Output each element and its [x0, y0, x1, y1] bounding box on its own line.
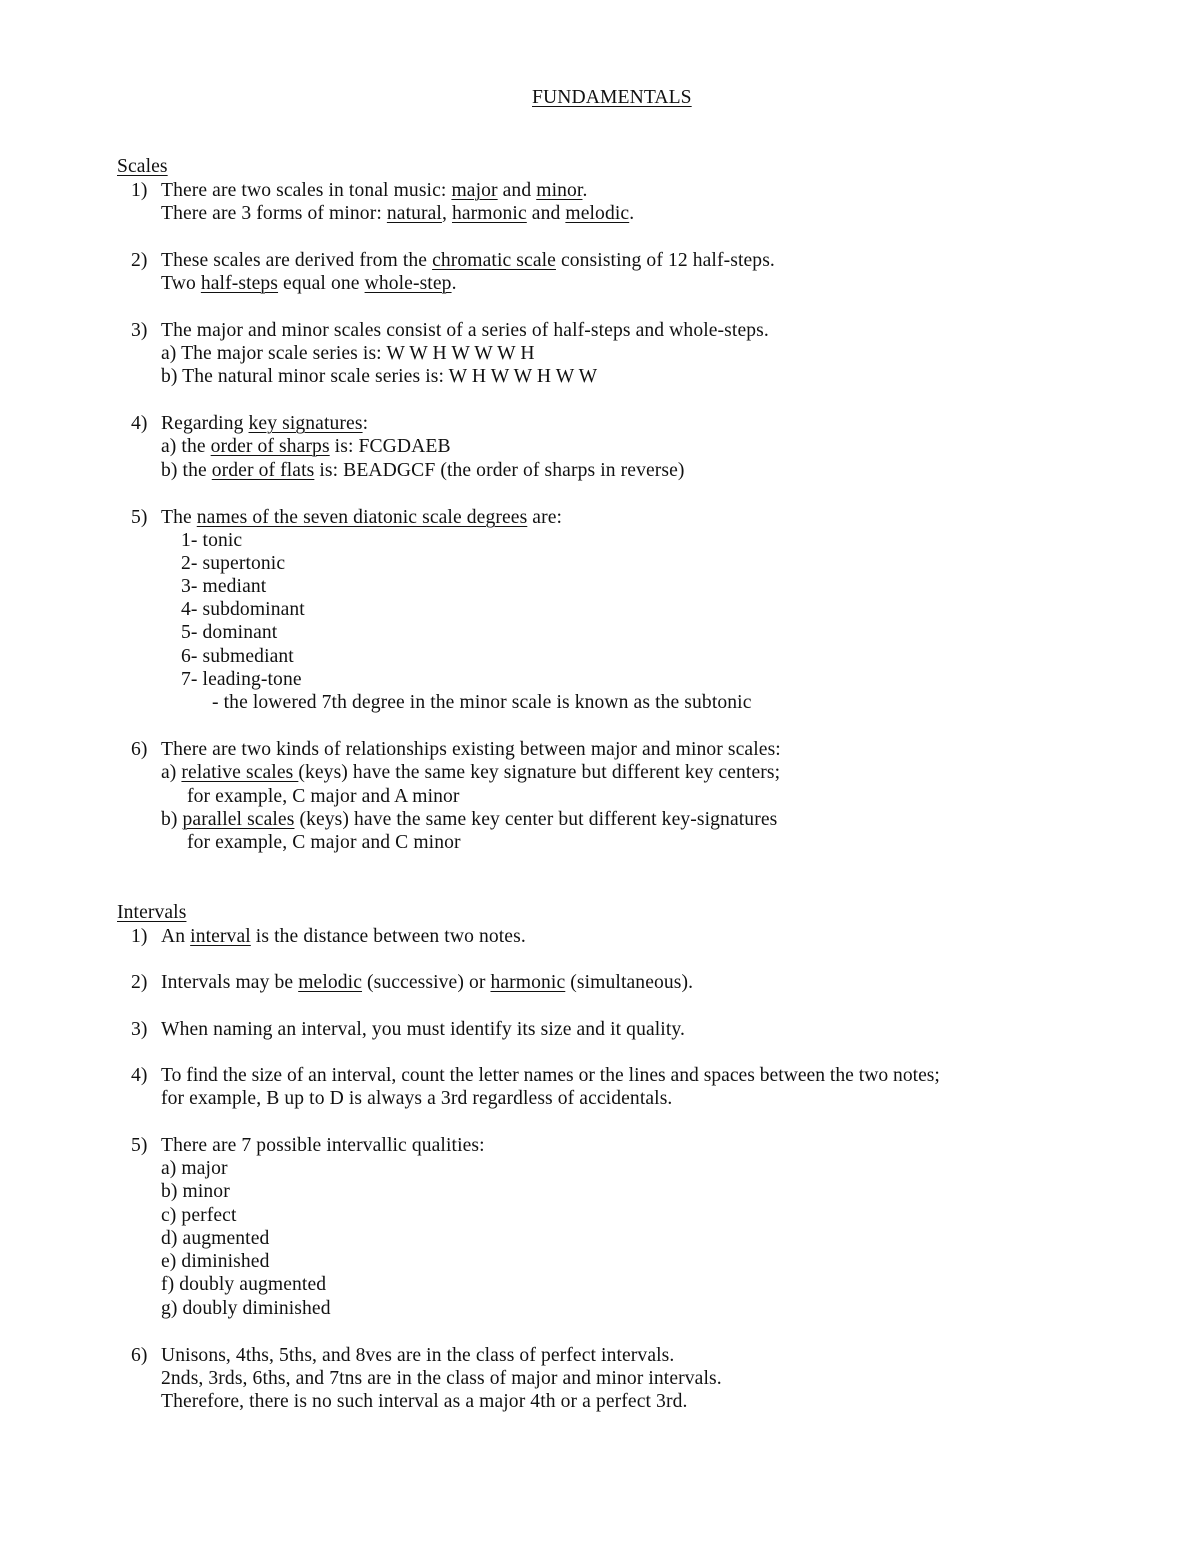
term-order-of-flats: order of flats [211, 460, 315, 481]
list-item: b) minor [161, 1181, 230, 1202]
paragraph-line: a) the order of sharps is: FCGDAEB [161, 436, 451, 457]
paragraph-line: for example, C major and A minor [187, 786, 460, 807]
list-item: f) doubly augmented [161, 1274, 327, 1295]
list-item: 2- supertonic [181, 553, 286, 574]
paragraph-line: There are two kinds of relationships existing between major and minor scales: [161, 739, 781, 760]
list-item: 7- leading-tone [181, 669, 302, 690]
term-major: major [451, 180, 498, 201]
paragraph-line: There are 7 possible intervallic qualities: [161, 1135, 485, 1156]
section-heading-scales: Scales [117, 156, 168, 177]
list-item: 5- dominant [181, 622, 278, 643]
paragraph-line: When naming an interval, you must identify its size and it quality. [161, 1019, 686, 1040]
paragraph-line: a) The major scale series is: W W H W W W H [161, 343, 535, 364]
list-item: a) major [161, 1158, 228, 1179]
list-item: 1- tonic [181, 530, 243, 551]
list-item: 3- mediant [181, 576, 267, 597]
term-minor: minor [536, 180, 583, 201]
paragraph-line: These scales are derived from the chromatic scale consisting of 12 half-steps. [161, 250, 775, 271]
paragraph-line: Unisons, 4ths, 5ths, and 8ves are in the class of perfect intervals. [161, 1345, 675, 1366]
item-number: 3) [131, 1019, 148, 1040]
item-number: 6) [131, 1345, 148, 1366]
item-number: 3) [131, 320, 148, 341]
paragraph-line: for example, B up to D is always a 3rd regardless of accidentals. [161, 1088, 673, 1109]
item-number: 2) [131, 250, 148, 271]
paragraph-line: 2nds, 3rds, 6ths, and 7tns are in the class of major and minor intervals. [161, 1368, 722, 1389]
paragraph-line: b) the order of flats is: BEADGCF (the order of sharps in reverse) [161, 460, 685, 481]
paragraph-line: The names of the seven diatonic scale degrees are: [161, 507, 563, 528]
paragraph-line: a) relative scales (keys) have the same key signature but different key centers; [161, 762, 781, 783]
item-number: 5) [131, 507, 148, 528]
paragraph-line: Regarding key signatures: [161, 413, 369, 434]
list-item: 4- subdominant [181, 599, 305, 620]
paragraph-line: The major and minor scales consist of a series of half-steps and whole-steps. [161, 320, 769, 341]
list-item-note: - the lowered 7th degree in the minor scale is known as the subtonic [212, 692, 752, 713]
term-whole-step: whole-step [364, 273, 452, 294]
paragraph-line: b) The natural minor scale series is: W H W W H W W [161, 366, 598, 387]
item-number: 4) [131, 413, 148, 434]
item-number: 4) [131, 1065, 148, 1086]
paragraph-line: There are 3 forms of minor: natural, harmonic and melodic. [161, 203, 635, 224]
paragraph-line: Therefore, there is no such interval as a major 4th or a perfect 3rd. [161, 1391, 688, 1412]
term-parallel-scales: parallel scales [182, 809, 295, 830]
item-number: 6) [131, 739, 148, 760]
paragraph-line: Two half-steps equal one whole-step. [161, 273, 457, 294]
term-order-of-sharps: order of sharps [210, 436, 330, 457]
page-title: FUNDAMENTALS [532, 87, 692, 108]
paragraph-line: An interval is the distance between two notes. [161, 926, 526, 947]
term-harmonic: harmonic [451, 203, 527, 224]
term-scale-degrees: names of the seven diatonic scale degrees [196, 507, 528, 528]
list-item: e) diminished [161, 1251, 270, 1272]
term-harmonic: harmonic [490, 972, 566, 993]
list-item: 6- submediant [181, 646, 294, 667]
term-melodic: melodic [298, 972, 363, 993]
list-item: c) perfect [161, 1205, 237, 1226]
section-heading-intervals: Intervals [117, 902, 187, 923]
list-item: g) doubly diminished [161, 1298, 331, 1319]
item-number: 2) [131, 972, 148, 993]
paragraph-line: Intervals may be melodic (successive) or harmonic (simultaneous). [161, 972, 694, 993]
item-number: 1) [131, 180, 148, 201]
term-interval: interval [190, 926, 251, 947]
paragraph-line: To find the size of an interval, count the letter names or the lines and spaces between the two notes; [161, 1065, 940, 1086]
item-number: 5) [131, 1135, 148, 1156]
term-chromatic-scale: chromatic scale [432, 250, 556, 271]
paragraph-line: There are two scales in tonal music: major and minor. [161, 180, 588, 201]
paragraph-line: for example, C major and C minor [187, 832, 461, 853]
term-key-signatures: key signatures [248, 413, 363, 434]
term-relative-scales: relative scales [181, 762, 299, 783]
paragraph-line: b) parallel scales (keys) have the same key center but different key-signatures [161, 809, 778, 830]
list-item: d) augmented [161, 1228, 270, 1249]
term-melodic: melodic [565, 203, 630, 224]
item-number: 1) [131, 926, 148, 947]
term-half-steps: half-steps [200, 273, 279, 294]
term-natural: natural [386, 203, 442, 224]
